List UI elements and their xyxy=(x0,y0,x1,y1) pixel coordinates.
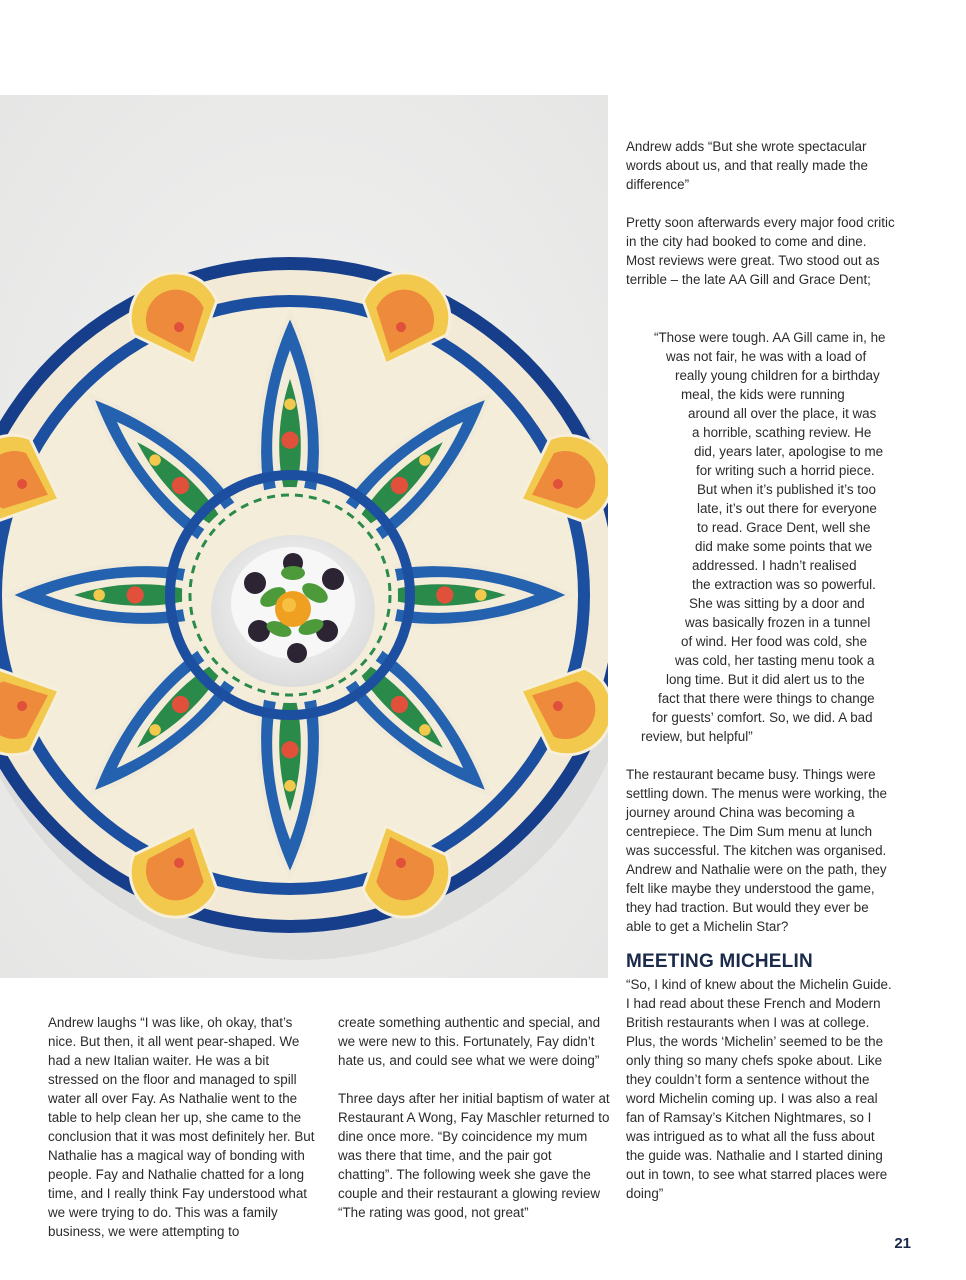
paragraph: Andrew adds “But she wrote spectacular words about us, and that really made the difference” xyxy=(626,139,868,192)
quote-line: of wind. Her food was cold, she xyxy=(681,634,868,649)
paragraph: Three days after her initial baptism of water at Restaurant A Wong, Fay Maschler returned to dine once more. “By coincidence my mum was there that time, and the pair got chatting”. The following week she gave the couple and their restaurant a glowing review “The rating was good, not great” xyxy=(338,1091,610,1220)
quote-line: to read. Grace Dent, well she xyxy=(697,520,871,535)
right-column-intro xyxy=(626,137,896,289)
pull-quote xyxy=(608,328,898,746)
left-column xyxy=(48,1013,320,1241)
quote-line: long time. But it did alert us to the xyxy=(666,672,865,687)
plate-illustration xyxy=(0,95,608,978)
quote-line: for guests’ comfort. So, we did. A bad xyxy=(652,710,873,725)
dessert xyxy=(211,535,375,687)
quote-line: But when it’s published it’s too xyxy=(697,482,876,497)
quote-line: addressed. I hadn’t realised xyxy=(692,558,857,573)
middle-column xyxy=(338,1013,610,1222)
quote-line: was not fair, he was with a load of xyxy=(666,349,867,364)
paragraph: Pretty soon afterwards every major food critic in the city had booked to come and dine. Most reviews were great. Two stood out as terrible – the late AA Gill and Grace Dent; xyxy=(626,215,895,287)
quote-line: did, years later, apologise to me xyxy=(694,444,884,459)
quote-line: for writing such a horrid piece. xyxy=(696,463,875,478)
page-number: 21 xyxy=(894,1235,911,1252)
quote-line: around all over the place, it was xyxy=(688,406,877,421)
right-column-body xyxy=(626,765,896,936)
section-heading: MEETING MICHELIN xyxy=(626,951,813,972)
quote-line: was cold, her tasting menu took a xyxy=(675,653,875,668)
quote-line: review, but helpful” xyxy=(641,729,753,744)
quote-line: was basically frozen in a tunnel xyxy=(685,615,871,630)
quote-line: a horrible, scathing review. He xyxy=(692,425,872,440)
right-column-michelin xyxy=(626,975,896,1203)
quote-line: really young children for a birthday xyxy=(675,368,880,383)
quote-line: fact that there were things to change xyxy=(658,691,875,706)
plate-photo xyxy=(0,95,608,978)
quote-line: the extraction was so powerful. xyxy=(692,577,876,592)
quote-line: late, it’s out there for everyone xyxy=(697,501,877,516)
quote-line: meal, the kids were running xyxy=(681,387,845,402)
paragraph: “So, I kind of knew about the Michelin Guide. I had read about these French and Modern British restaurants when I was at college. Plus, the words ‘Michelin’ seemed to be the only thing so many chefs spoke about. Like they couldn’t form a sentence without the word Michelin coming up. I was also a real fan of Ramsay’s Kitchen Nightmares, so I was intrigued as to what all the fuss about the guide was. Nathalie and I started dining out in town, to see what starred places were doing” xyxy=(626,977,892,1201)
paragraph: The restaurant became busy. Things were settling down. The menus were working, the journey around China was becoming a centrepiece. The Dim Sum menu at lunch was successful. The kitchen was organised. Andrew and Nathalie were on the path, they felt like maybe they understood the game, they had traction. But would they ever be able to get a Michelin Star? xyxy=(626,767,888,934)
paragraph: Andrew laughs “I was like, oh okay, that’s nice. But then, it all went pear-shaped. We had a new Italian waiter. He was a bit stressed on the floor and managed to spill water all over Fay. As Nathalie went to the table to help clean her up, she came to the conclusion that it was most definitely her. But Nathalie has a magical way of bonding with people. Fay and Nathalie chatted for a long time, and I really think Fay understood what we were trying to do. This was a family business, we were attempting to xyxy=(48,1015,315,1239)
quote-line: She was sitting by a door and xyxy=(689,596,865,611)
quote-line: did make some points that we xyxy=(695,539,873,554)
quote-line: “Those were tough. AA Gill came in, he xyxy=(654,330,886,345)
paragraph: create something authentic and special, and we were new to this. Fortunately, Fay didn’t hate us, and could see what we were doing” xyxy=(338,1015,601,1068)
